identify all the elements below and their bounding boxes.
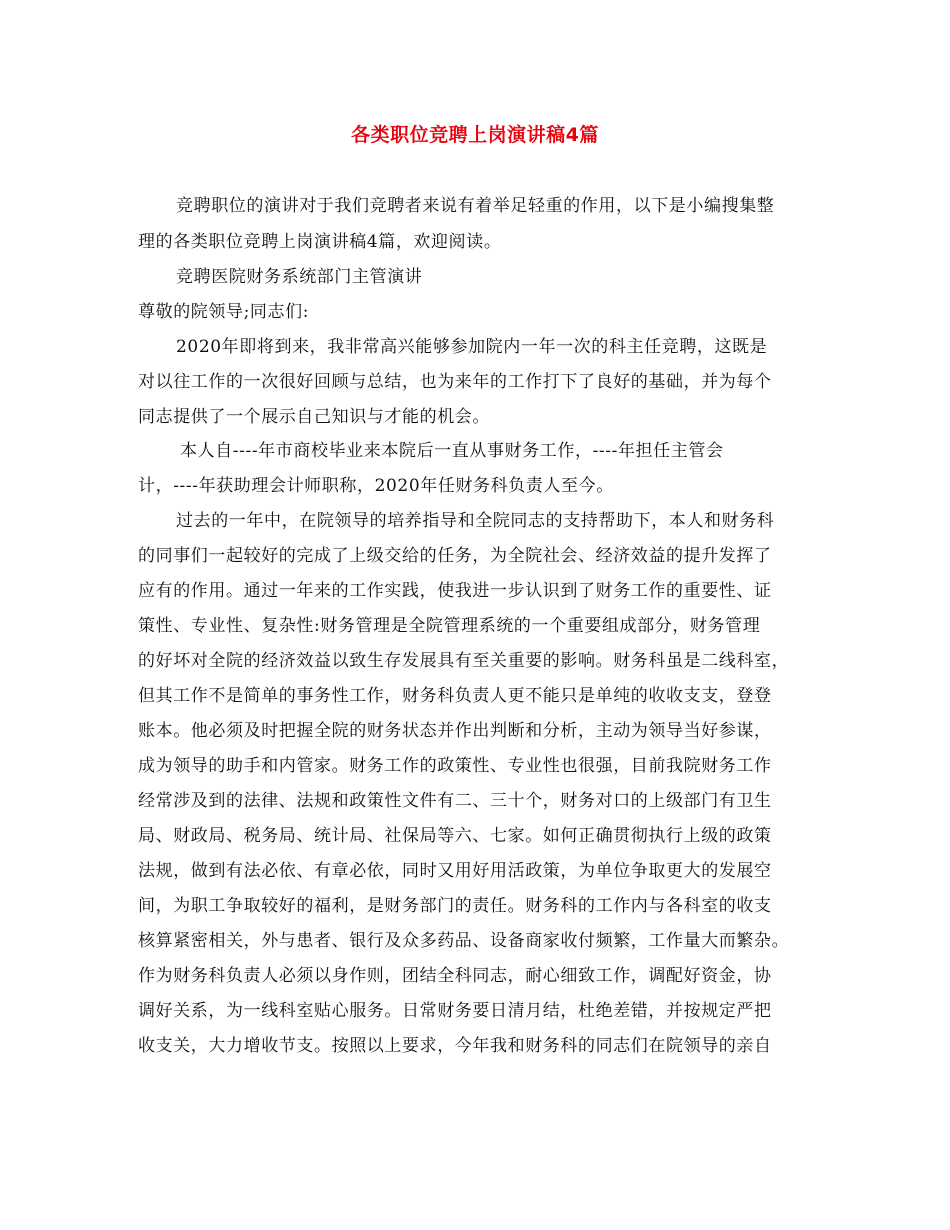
paragraph-line: 理的各类职位竞聘上岗演讲稿4篇，欢迎阅读。 (138, 232, 502, 252)
paragraph-line: 对以往工作的一次很好回顾与总结，也为来年的工作打下了良好的基础，并为每个 (138, 372, 772, 392)
paragraph-line: 竞聘职位的演讲对于我们竞聘者来说有着举足轻重的作用，以下是小编搜集整 (176, 196, 775, 216)
paragraph-line: 经常涉及到的法律、法规和政策性文件有二、三十个，财务对口的上级部门有卫生 (138, 791, 772, 811)
paragraph-line: 调好关系，为一线科室贴心服务。日常财务要日清月结，杜绝差错，并按规定严把 (138, 1001, 772, 1021)
paragraph-line: 法规，做到有法必依、有章必依，同时又用好用活政策，为单位争取更大的发展空 (138, 861, 772, 881)
paragraph-line: 本人自----年市商校毕业来本院后一直从事财务工作，----年担任主管会 (180, 441, 724, 461)
document-title: 各类职位竞聘上岗演讲稿4篇 (351, 124, 599, 146)
paragraph-line: 成为领导的助手和内管家。财务工作的政策性、专业性也很强，目前我院财务工作 (138, 756, 772, 776)
paragraph-line: 计，----年获助理会计师职称，2020年任财务科负责人至今。 (138, 476, 614, 496)
paragraph-line: 的同事们一起较好的完成了上级交给的任务，为全院社会、经济效益的提升发挥了 (138, 546, 772, 566)
paragraph-line: 2020年即将到来，我非常高兴能够参加院内一年一次的科主任竞聘，这既是 (176, 337, 768, 357)
paragraph-line: 同志提供了一个展示自己知识与才能的机会。 (138, 407, 490, 427)
paragraph-line: 作为财务科负责人必须以身作则，团结全科同志，耐心细致工作，调配好资金，协 (138, 966, 772, 986)
paragraph-line: 账本。他必须及时把握全院的财务状态并作出判断和分析，主动为领导当好参谋， (138, 721, 772, 741)
paragraph-line: 收支关，大力增收节支。按照以上要求，今年我和财务科的同志们在院领导的亲自 (138, 1036, 772, 1056)
paragraph-line: 局、财政局、税务局、统计局、社保局等六、七家。如何正确贯彻执行上级的政策 (138, 826, 772, 846)
paragraph-line: 间，为职工争取较好的福利，是财务部门的责任。财务科的工作内与各科室的收支 (138, 896, 772, 916)
paragraph-line: 策性、专业性、复杂性:财务管理是全院管理系统的一个重要组成部分，财务管理 (138, 616, 761, 636)
paragraph-line: 但其工作不是简单的事务性工作，财务科负责人更不能只是单纯的收收支支，登登 (138, 686, 772, 706)
paragraph-line: 的好坏对全院的经济效益以致生存发展具有至关重要的影响。财务科虽是二线科室， (138, 651, 790, 671)
section-heading: 竞聘医院财务系统部门主管演讲 (176, 267, 423, 287)
paragraph-line: 过去的一年中，在院领导的培养指导和全院同志的支持帮助下，本人和财务科 (176, 511, 775, 531)
paragraph-line: 核算紧密相关，外与患者、银行及众多药品、设备商家收付频繁，工作量大而繁杂。 (138, 931, 790, 951)
salutation: 尊敬的院领导;同志们: (138, 302, 310, 322)
paragraph-line: 应有的作用。通过一年来的工作实践，使我进一步认识到了财务工作的重要性、证 (138, 581, 772, 601)
